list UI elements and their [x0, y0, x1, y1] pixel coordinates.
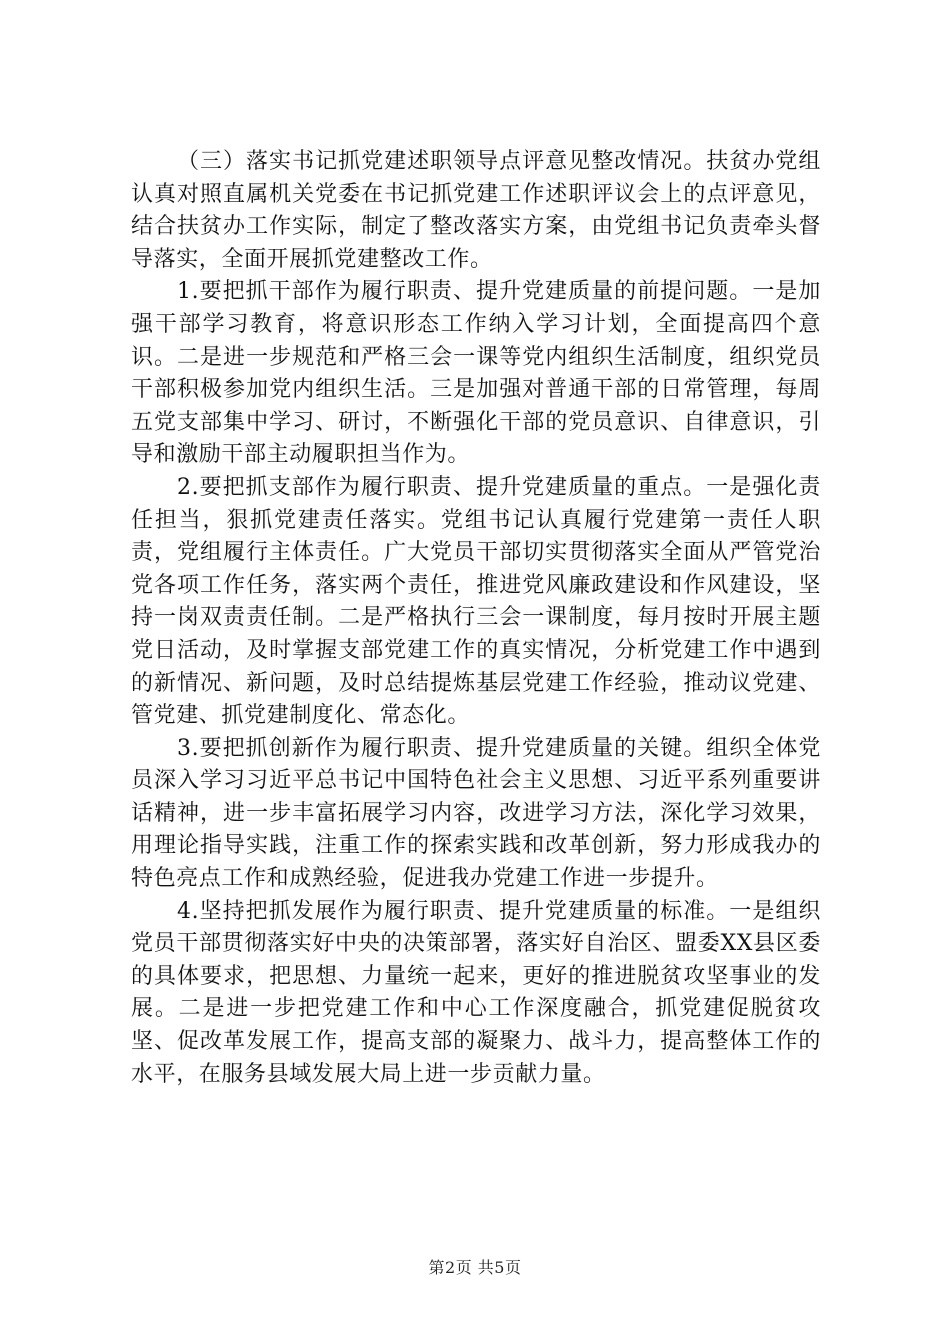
paragraph-innovation: 3.要把抓创新作为履行职责、提升党建质量的关键。组织全体党员深入学习习近平总书记中国特色社会主义思想、习近平系列重要讲话精神，进一步丰富拓展学习内容，改进学习方法，深化学习效果，用理论指导实践，注重工作的探索实践和改革创新，努力形成我办的特色亮点工作和成熟经验，促进我办党建工作进一步提升。	[131, 735, 821, 892]
document-body	[131, 146, 821, 1091]
page-number-footer: 第2页 共5页	[428, 1258, 522, 1277]
paragraph-development: 4.坚持把抓发展作为履行职责、提升党建质量的标准。一是组织党员干部贯彻落实好中央的决策部署，落实好自治区、盟委XX县区委的具体要求，把思想、力量统一起来，更好的推进脱贫攻坚事业的发展。二是进一步把党建工作和中心工作深度融合，抓党建促脱贫攻坚、促改革发展工作，提高支部的凝聚力、战斗力，提高整体工作的水平，在服务县域发展大局上进一步贡献力量。	[131, 898, 821, 1087]
paragraph-branch: 2.要把抓支部作为履行职责、提升党建质量的重点。一是强化责任担当，狠抓党建责任落实。党组书记认真履行党建第一责任人职责，党组履行主体责任。广大党员干部切实贯彻落实全面从严管党治党各项工作任务，落实两个责任，推进党风廉政建设和作风建设，坚持一岗双责责任制。二是严格执行三会一课制度，每月按时开展主题党日活动，及时掌握支部党建工作的真实情况，分析党建工作中遇到的新情况、新问题，及时总结提炼基层党建工作经验，推动议党建、管党建、抓党建制度化、常态化。	[131, 474, 821, 729]
paragraph-cadres: 1.要把抓干部作为履行职责、提升党建质量的前提问题。一是加强干部学习教育，将意识形态工作纳入学习计划，全面提高四个意识。二是进一步规范和严格三会一课等党内组织生活制度，组织党员干部积极参加党内组织生活。三是加强对普通干部的日常管理，每周五党支部集中学习、研讨，不断强化干部的党员意识、自律意识，引导和激励干部主动履职担当作为。	[131, 279, 821, 468]
paragraph-rectification-overview: （三）落实书记抓党建述职领导点评意见整改情况。扶贫办党组认真对照直属机关党委在书记抓党建工作述职评议会上的点评意见，结合扶贫办工作实际，制定了整改落实方案，由党组书记负责牵头督导落实，全面开展抓党建整改工作。	[131, 149, 821, 272]
